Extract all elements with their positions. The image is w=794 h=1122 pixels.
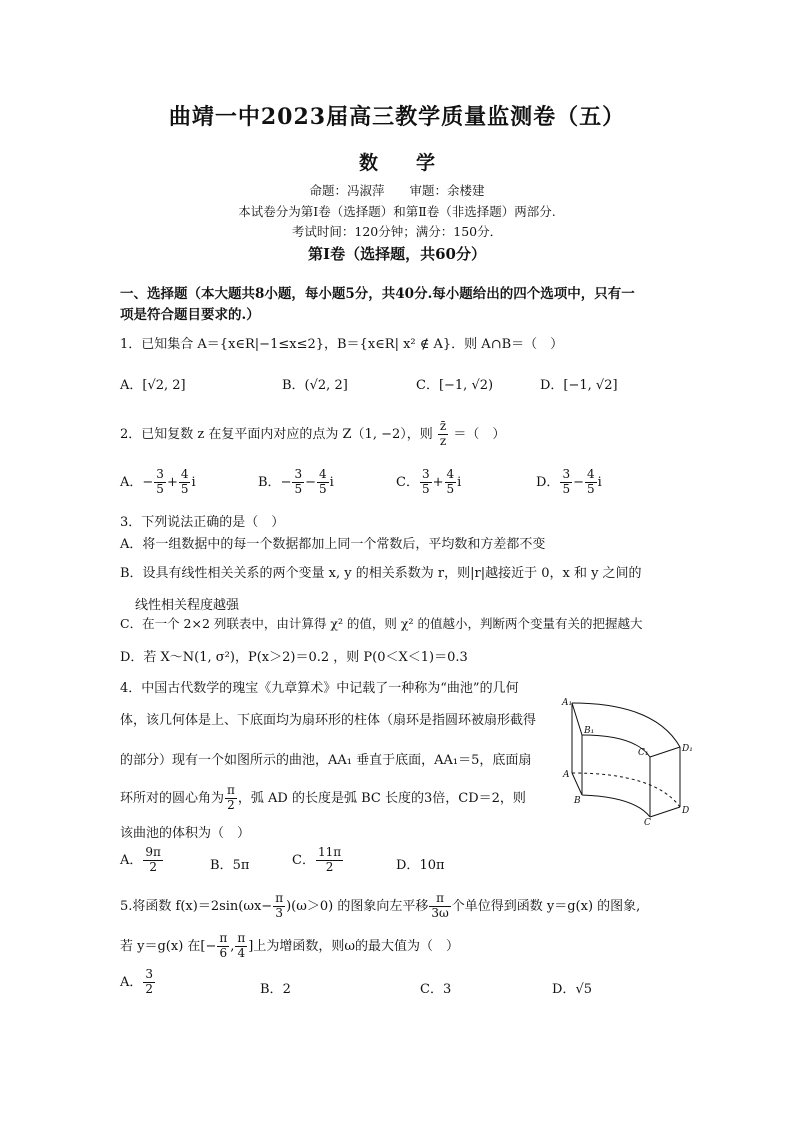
q2-frac-num: z̄ [439,419,447,433]
q5-f2-den: 3ω [431,905,449,920]
q5-c-text: 3 [442,982,452,997]
q2-b-unit: i [329,474,334,490]
edge-c-d [650,807,680,817]
q4-d-text: 10π [419,858,445,873]
q4-angle-den: 2 [227,797,235,812]
q2-option-c [396,468,461,497]
q2-frac-den: z [439,433,447,448]
q3-option-b-line1: B．设具有线性相关关系的两个变量 x, y 的相关系数为 r，则|r|越接近于 0，x 和 y 之间的 [120,566,642,581]
edge-c1-d1 [650,747,680,757]
q5-a-label: A． [120,974,143,990]
q5-f1-den: 3 [275,905,283,920]
q2-d-n2: 4 [586,467,595,481]
q2-option-b [258,468,334,497]
q5-a-frac [143,968,155,997]
q2-b-frac1 [292,468,304,497]
q4-line4-a: 环所对的圆心角为 [120,790,225,806]
q2-a-n1: 3 [156,467,164,481]
q4-angle-frac [225,784,237,813]
section1-line1: 一、选择题（本大题共8小题，每小题5分，共40分.每小题给出的四个选项中，只有一 [120,286,635,302]
q2-b-op: − [305,474,317,490]
q4-c-frac [316,846,343,875]
label-a1: A₁ [562,698,573,708]
q5-d-label: D． [552,982,576,997]
label-b1: B₁ [584,726,595,736]
authors-line: 命题：冯淑萍 审题：余楼建 [309,183,485,198]
q3-option-c: C．在一个 2×2 列联表中，由计算得 χ² 的值，则 χ² 的值越小，判断两个变量有关的把握越大 [120,616,643,631]
q5-b-label: B． [260,982,283,997]
q4-line4-b: ，弧 AD 的长度是弧 BC 长度的3倍，CD＝2，则 [237,790,526,806]
q5-f3-num: π [219,931,228,945]
q2-d-n1: 3 [562,467,571,481]
q5-d-text: √5 [575,982,592,997]
q5-l1-a: 5.将函数 f(x)＝2sin(ωx− [120,898,273,914]
q2-b-n1: 3 [294,467,303,481]
q4-a-den: 2 [149,859,157,874]
q5-frac1 [273,892,285,921]
q4-option-d [396,854,445,873]
q2-c-unit: i [457,474,462,490]
q2-a-frac1 [154,468,166,497]
part1-heading: 第Ⅰ卷（选择题，共60分） [308,245,486,263]
q2-c-n2: 4 [446,467,455,481]
q2-d-frac1 [560,468,572,497]
q4-angle-num: π [227,783,235,797]
q4-d-label: D． [396,858,420,873]
q4-line2: 体，该几何体是上、下底面均为扇环形的柱体（扇环是指圆环被扇形截得 [120,713,537,728]
q5-l1-c: 个单位得到函数 y＝g(x) 的图象, [451,898,641,914]
q2-b-sign: − [280,474,292,490]
q2-a-frac2 [179,468,191,497]
q5-l2-b: ]上为增函数，则ω的最大值为（ ） [248,938,459,954]
q5-option-b [260,978,291,997]
q2-c-d1: 5 [421,481,430,496]
q2-b-n2: 4 [319,467,327,481]
q4-option-b [210,854,249,873]
q2-a-unit: i [191,474,196,490]
q2-d-label: D． [536,474,560,490]
q5-a-num: 3 [145,967,154,981]
q3-option-a: A．将一组数据中的每一个数据都加上同一个常数后，平均数和方差都不变 [120,537,546,552]
q2-fraction [438,420,448,449]
q5-l1-b: )(ω＞0) 的图象向左平移 [286,898,429,914]
q5-f3-den: 6 [219,945,228,960]
q2-a-n2: 4 [180,467,189,481]
q2-stem-a: 2．已知复数 z 在复平面内对应的点为 Z（1, −2），则 [120,426,433,442]
q2-c-label: C． [396,474,419,490]
q5-line1 [120,892,640,921]
q1-option-a: A．[√2, 2] [120,378,186,393]
q3-stem: 3．下列说法正确的是（ ） [120,515,285,530]
q2-b-d2: 5 [319,481,327,496]
q5-line2 [120,932,459,961]
q4-a-frac [143,846,163,875]
q4-option-a [120,846,164,875]
intro-line: 本试卷分为第Ⅰ卷（选择题）和第Ⅱ卷（非选择题）两部分. [238,204,556,219]
q4-a-num: 9π [145,845,161,859]
q2-option-a [120,468,196,497]
q2-d-d1: 5 [562,481,571,496]
q5-option-c [420,978,451,997]
q2-b-label: B． [258,474,281,490]
q4-c-num: 11π [317,845,342,859]
q2-d-unit: i [597,474,602,490]
q4-b-text: 5π [232,858,250,873]
q2-d-frac2 [585,468,597,497]
q5-a-den: 2 [145,981,154,996]
label-a: A [563,770,570,780]
q4-curved-pool-figure [560,695,700,825]
label-c: C [644,818,651,825]
q5-l2-a: 若 y＝g(x) 在[− [120,938,217,954]
q5-frac3 [217,932,229,961]
q5-b-text: 2 [282,982,291,997]
q2-c-frac1 [420,468,432,497]
q5-option-a [120,968,156,997]
q5-f4-num: π [237,931,246,945]
q4-b-label: B． [210,858,233,873]
q2-a-d2: 5 [180,481,189,496]
q2-a-d1: 5 [156,481,164,496]
q2-a-label: A． [120,474,143,490]
q3-option-b-line2: 线性相关程度越强 [135,598,240,613]
q5-f4-den: 4 [237,945,246,960]
q1-option-d: D．[−1, √2] [540,378,618,393]
q5-frac4 [235,932,247,961]
q1-option-b: B．(√2, 2] [282,378,348,393]
label-b: B [574,796,581,806]
q5-c-label: C． [420,982,443,997]
q2-d-op: − [573,474,584,490]
q2-option-d [536,468,602,497]
edge-a-b [572,773,582,795]
q5-frac2 [429,892,450,921]
q1-option-c: C．[−1, √2) [416,378,494,393]
q4-line3: 的部分）现有一个如图所示的曲池，AA₁ 垂直于底面，AA₁＝5，底面扇 [120,753,532,768]
q2-c-d2: 5 [446,481,455,496]
time-line: 考试时间：120分钟；满分：150分． [291,224,503,239]
q1-stem: 1．已知集合 A＝{x∈R|−1≤x≤2}，B＝{x∈R| x² ∉ A}．则 A∩B＝（ ） [120,337,564,352]
q2-stem [120,420,505,449]
q4-option-c [292,846,344,875]
q4-c-den: 2 [325,859,334,874]
q5-option-d [552,978,592,997]
label-d: D [682,806,690,816]
q2-c-n1: 3 [421,467,430,481]
q2-c-op: + [432,474,444,490]
q2-a-op: + [166,474,178,490]
q4-line5: 该曲池的体积为（ ） [120,826,251,841]
label-c1: C₁ [638,748,649,758]
q4-line4 [120,784,526,813]
q2-b-frac2 [317,468,329,497]
subject-title: 数 学 [358,152,435,174]
exam-title: 曲靖一中2023届高三教学质量监测卷（五） [168,104,626,130]
q5-l2-comma: , [230,938,235,954]
section1-line2: 项是符合题目要求的.） [120,307,260,323]
label-d1: D₁ [682,744,693,754]
q4-c-label: C． [292,852,315,868]
edge-a1-b1 [572,703,582,735]
q4-line1: 4．中国古代数学的瑰宝《九章算术》中记载了一种称为“曲池”的几何 [120,681,519,696]
q4-a-label: A． [120,852,143,868]
q2-b-d1: 5 [294,481,303,496]
q2-c-frac2 [445,468,457,497]
q2-stem-b: ＝（ ） [453,426,506,442]
q5-f1-num: π [275,891,284,905]
q3-option-d: D．若 X～N(1, σ²)，P(x＞2)＝0.2 ，则 P(0＜X＜1)＝0.3 [120,650,468,665]
q5-f2-num: π [429,892,450,907]
q2-d-d2: 5 [586,481,595,496]
q2-a-sign: − [142,474,154,490]
inner-bottom-arc [582,795,650,817]
